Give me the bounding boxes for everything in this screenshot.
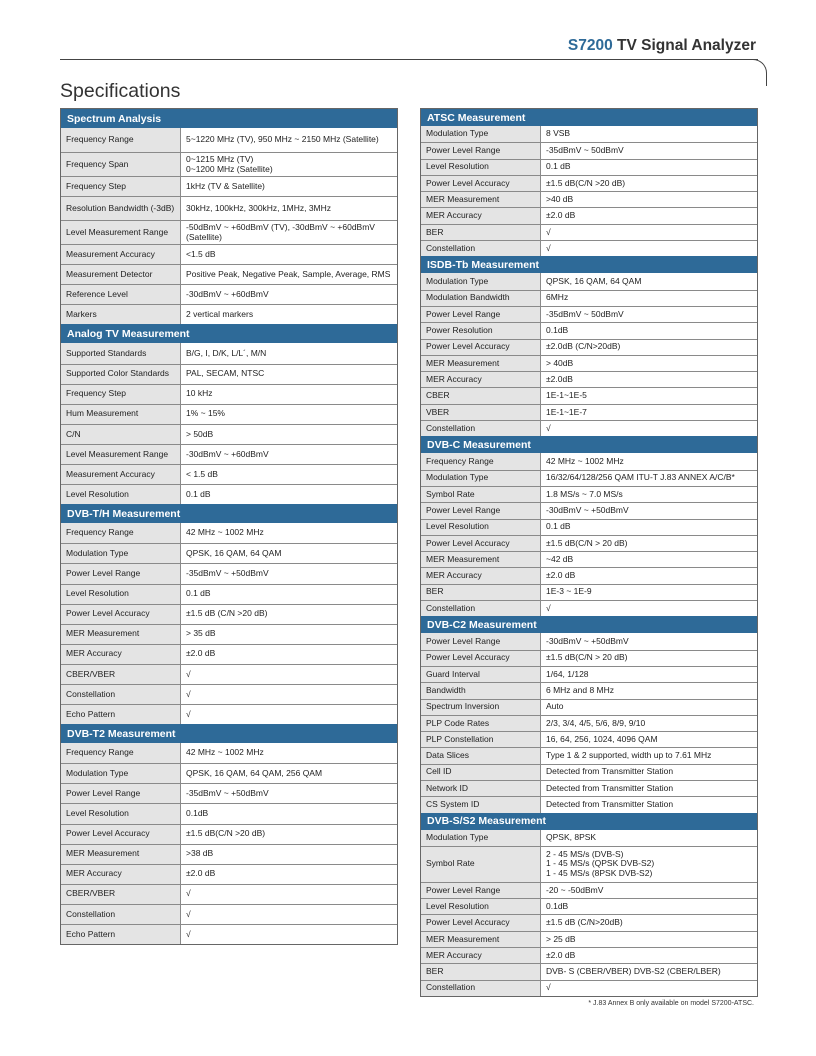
spec-value: 0.1 dB [186,588,211,599]
spec-value: ±1.5 dB (C/N>20dB) [546,917,623,928]
spec-value: Detected from Transmitter Station [546,782,674,793]
section-header-isdb-tb-measurement: ISDB-Tb Measurement [421,256,757,273]
spec-value: √ [186,888,191,899]
spec-table-right [420,108,758,997]
spec-label: Power Level Accuracy [421,536,541,551]
spec-row [421,846,757,882]
model-name: S7200 [567,37,613,54]
spec-label: Supported Color Standards [61,365,181,384]
spec-value: ±1.5 dB(C/N >20 dB) [186,828,266,839]
spec-label: Constellation [421,981,541,996]
spec-row [421,780,757,796]
spec-row [421,126,757,142]
spec-row [421,159,757,175]
spec-value: DVB- S (CBER/VBER) DVB-S2 (CBER/LBER) [546,966,721,977]
spec-label: Modulation Type [421,273,541,289]
spec-value: <1.5 dB [186,248,216,259]
spec-value: -35dBmV ~ +50dBmV [186,568,269,579]
spec-row [421,650,757,666]
spec-row [421,633,757,649]
spec-label: Data Slices [421,748,541,763]
spec-label: Measurement Accuracy [61,465,181,484]
spec-row [421,914,757,930]
spec-value: > 35 dB [186,628,216,639]
spec-label: Power Level Range [421,883,541,898]
spec-label: BER [421,585,541,600]
spec-value: 30kHz, 100kHz, 300kHz, 1MHz, 3MHz [186,202,332,213]
spec-value: ±2.0 dB [546,570,576,581]
spec-value: ±2.0dB [546,373,573,384]
spec-value: -20 ~ -50dBmV [546,884,604,895]
spec-value: ±2.0 dB [186,868,216,879]
brand-header [568,37,756,55]
spec-row [421,931,757,947]
spec-value: -30dBmV ~ +50dBmV [546,505,629,515]
spec-value: √ [546,602,551,613]
spec-label: PLP Code Rates [421,716,541,731]
spec-row [61,304,397,324]
spec-label: Power Level Accuracy [421,651,541,666]
spec-value: -30dBmV ~ +60dBmV [186,288,269,299]
spec-row [421,470,757,486]
spec-value: 5~1220 MHz (TV), 950 MHz ~ 2150 MHz (Satellite) [186,134,379,145]
spec-value: ±1.5 dB (C/N >20 dB) [186,608,268,619]
spec-label: Modulation Type [61,764,181,783]
spec-row [61,884,397,904]
spec-value: QPSK, 16 QAM, 64 QAM [186,547,282,558]
spec-label: Constellation [421,421,541,436]
spec-label: Power Level Range [421,633,541,649]
spec-value: 6MHz [546,292,569,303]
spec-label: CBER/VBER [61,665,181,684]
spec-label: Modulation Bandwidth [421,291,541,306]
spec-value: 1/64, 1/128 [546,668,589,679]
spec-row [421,339,757,355]
footnote: * J.83 Annex B only available on model S7200-ATSC. [588,1000,754,1007]
spec-label: Modulation Type [421,830,541,846]
spec-label: Power Resolution [421,323,541,338]
spec-label: Echo Pattern [61,705,181,724]
spec-row [421,322,757,338]
spec-row [421,486,757,502]
spec-value: Auto [546,701,564,712]
spec-label: Bandwidth [421,683,541,698]
spec-value: ±2.0 dB [546,210,576,221]
spec-row [61,704,397,724]
spec-row [421,142,757,158]
spec-value: ±2.0 dB [546,949,576,960]
spec-row [421,796,757,812]
spec-label: MER Accuracy [421,568,541,583]
spec-value: 2 vertical markers [186,309,254,320]
spec-row [421,882,757,898]
spec-label: Level Resolution [421,899,541,914]
spec-value: 16/32/64/128/256 QAM ITU-T J.83 ANNEX A/C/B* [546,472,735,483]
spec-value: >40 dB [546,193,574,204]
spec-value: 0.1dB [546,900,569,911]
section-header-dvb-t-h-measurement: DVB-T/H Measurement [61,504,397,523]
section-header-dvb-t2-measurement: DVB-T2 Measurement [61,724,397,743]
spec-row [421,731,757,747]
spec-value: 0.1 dB [546,161,571,172]
spec-label: MER Measurement [421,932,541,947]
spec-row [61,404,397,424]
spec-value: 0.1dB [546,325,569,336]
spec-table-left [60,108,398,945]
spec-row [421,290,757,306]
spec-label: BER [421,225,541,240]
spec-row [421,224,757,240]
spec-label: MER Measurement [61,845,181,864]
spec-value: 1E-1~1E-5 [546,390,587,401]
spec-label: Frequency Range [421,453,541,469]
spec-row [61,824,397,844]
spec-label: Power Level Range [421,307,541,322]
spec-label: CBER/VBER [61,885,181,904]
spec-row [61,244,397,264]
spec-row [421,453,757,469]
spec-label: CS System ID [421,797,541,812]
spec-value: ~42 dB [546,553,574,564]
spec-value: 0.1dB [186,808,209,819]
spec-value: 6 MHz and 8 MHz [546,684,615,695]
spec-label: MER Measurement [421,552,541,567]
spec-label: C/N [61,425,181,444]
spec-label: Frequency Range [61,128,181,152]
spec-row [61,563,397,583]
spec-row [61,128,397,152]
spec-label: Frequency Range [61,743,181,763]
spec-row [61,763,397,783]
spec-value: 42 MHz ~ 1002 MHz [186,527,264,538]
spec-row [421,175,757,191]
spec-value: √ [186,668,191,679]
spec-value: QPSK, 16 QAM, 64 QAM [546,275,642,286]
spec-row [61,684,397,704]
spec-value: √ [546,982,551,993]
spec-row [61,743,397,763]
spec-row [421,567,757,583]
spec-label: Power Level Range [61,564,181,583]
spec-label: Level Measurement Range [61,221,181,244]
spec-label: Markers [61,305,181,324]
spec-value: 0~1215 MHz (TV) 0~1200 MHz (Satellite) [186,153,273,174]
spec-label: Level Resolution [421,520,541,535]
spec-label: Level Resolution [61,585,181,604]
spec-label: Power Level Range [421,503,541,518]
spec-label: MER Accuracy [421,208,541,223]
spec-value: QPSK, 16 QAM, 64 QAM, 256 QAM [186,767,323,778]
spec-label: Power Level Range [421,143,541,158]
spec-row [61,904,397,924]
spec-label: MER Measurement [421,356,541,371]
spec-value: -35dBmV ~ 50dBmV [546,145,624,156]
spec-value: Detected from Transmitter Station [546,766,674,777]
spec-row [421,551,757,567]
spec-row [61,644,397,664]
spec-label: Power Level Accuracy [421,915,541,930]
spec-row [421,404,757,420]
spec-value: √ [546,226,551,237]
spec-row [421,191,757,207]
spec-value: > 40dB [546,357,574,368]
spec-row [421,306,757,322]
spec-row [421,240,757,256]
spec-label: BER [421,964,541,979]
spec-label: Power Level Range [61,784,181,803]
spec-label: Power Level Accuracy [61,605,181,624]
spec-label: Modulation Type [421,471,541,486]
spec-label: MER Measurement [61,625,181,644]
spec-value: 8 VSB [546,128,571,139]
spec-label: MER Accuracy [61,645,181,664]
spec-label: Measurement Detector [61,265,181,284]
spec-value: QPSK, 8PSK [546,831,597,842]
spec-value: √ [186,908,191,919]
spec-value: ±2.0 dB [186,648,216,659]
spec-row [421,502,757,518]
spec-label: Modulation Type [61,544,181,563]
spec-label: MER Measurement [421,192,541,207]
spec-label: Hum Measurement [61,405,181,424]
spec-value: 1.8 MS/s ~ 7.0 MS/s [546,488,623,499]
spec-label: Constellation [61,905,181,924]
spec-label: Supported Standards [61,343,181,363]
spec-label: CBER [421,388,541,403]
spec-value: √ [186,928,191,939]
header-rule [60,59,758,60]
spec-row [61,924,397,944]
spec-row [421,764,757,780]
spec-row [61,176,397,196]
spec-row [61,484,397,504]
spec-value: Type 1 & 2 supported, width up to 7.61 MHz [546,750,712,761]
spec-label: Cell ID [421,765,541,780]
spec-row [421,666,757,682]
spec-row [421,715,757,731]
spec-value: √ [186,688,191,699]
spec-row [61,384,397,404]
spec-label: MER Accuracy [421,372,541,387]
spec-label: Echo Pattern [61,925,181,944]
spec-row [61,664,397,684]
spec-row [421,273,757,289]
spec-row [421,584,757,600]
spec-value: 42 MHz ~ 1002 MHz [546,455,624,466]
spec-value: -35dBmV ~ 50dBmV [546,308,624,319]
spec-label: Frequency Step [61,177,181,196]
section-header-spectrum-analysis: Spectrum Analysis [61,109,397,128]
spec-row [421,355,757,371]
spec-value: -30dBmV ~ +50dBmV [546,635,629,646]
spec-value: Positive Peak, Negative Peak, Sample, Average, RMS [186,268,391,279]
spec-value: √ [546,242,551,253]
spec-value: ±1.5 dB(C/N > 20 dB) [546,652,628,663]
spec-value: > 25 dB [546,933,576,944]
spec-row [421,600,757,616]
spec-row [61,284,397,304]
spec-row [61,364,397,384]
section-header-dvb-s-s2-measurement: DVB-S/S2 Measurement [421,813,757,830]
spec-value: ±1.5 dB(C/N > 20 dB) [546,537,628,548]
spec-label: Frequency Range [61,523,181,543]
page-title: Specifications [60,80,181,102]
spec-value: 0.1 dB [546,521,571,532]
spec-row [61,343,397,363]
spec-label: MER Accuracy [421,948,541,963]
spec-label: VBER [421,405,541,420]
spec-value: 1E-1~1E-7 [546,406,587,417]
spec-row [61,523,397,543]
spec-row [61,864,397,884]
spec-label: Frequency Step [61,385,181,404]
section-header-atsc-measurement: ATSC Measurement [421,109,757,126]
header-rule-curve [742,59,767,86]
spec-value: 16, 64, 256, 1024, 4096 QAM [546,733,658,744]
spec-label: Network ID [421,781,541,796]
spec-row [421,898,757,914]
spec-label: Spectrum Inversion [421,700,541,715]
product-name: TV Signal Analyzer [617,37,756,54]
spec-label: Level Resolution [421,160,541,175]
spec-label: Symbol Rate [421,847,541,882]
section-header-analog-tv-measurement: Analog TV Measurement [61,324,397,343]
spec-value: -30dBmV ~ +60dBmV [186,448,269,459]
spec-row [61,543,397,563]
spec-row [61,444,397,464]
section-header-dvb-c-measurement: DVB-C Measurement [421,436,757,453]
spec-value: < 1.5 dB [186,468,218,479]
spec-row [61,803,397,823]
spec-value: >38 dB [186,848,214,859]
spec-row [61,196,397,220]
spec-row [421,830,757,846]
spec-row [61,464,397,484]
spec-row [421,535,757,551]
spec-label: Level Resolution [61,804,181,823]
spec-value: ±2.0dB (C/N>20dB) [546,341,621,352]
spec-label: Constellation [421,241,541,256]
spec-value: -50dBmV ~ +60dBmV (TV), -30dBmV ~ +60dBmV (Satellite) [186,221,375,242]
spec-label: Reference Level [61,285,181,304]
spec-row [61,604,397,624]
spec-row [61,424,397,444]
spec-value: 1kHz (TV & Satellite) [186,180,265,191]
spec-label: Level Measurement Range [61,445,181,464]
spec-row [421,947,757,963]
spec-row [61,584,397,604]
spec-label: MER Accuracy [61,865,181,884]
spec-label: Power Level Accuracy [61,825,181,844]
spec-label: Measurement Accuracy [61,245,181,264]
spec-value: 2/3, 3/4, 4/5, 5/6, 8/9, 9/10 [546,717,646,728]
spec-row [421,963,757,979]
spec-value: -35dBmV ~ +50dBmV [186,788,269,798]
spec-value: √ [546,422,551,433]
spec-label: Modulation Type [421,126,541,142]
spec-row [421,747,757,763]
spec-value: 1E-3 ~ 1E-9 [546,586,592,597]
spec-value: Detected from Transmitter Station [546,799,674,810]
spec-row [421,207,757,223]
spec-label: Resolution Bandwidth (-3dB) [61,197,181,220]
spec-row [421,420,757,436]
spec-label: Symbol Rate [421,487,541,502]
section-header-dvb-c2-measurement: DVB-C2 Measurement [421,616,757,633]
spec-value: 10 kHz [186,388,213,399]
spec-value: > 50dB [186,428,214,439]
spec-row [61,844,397,864]
spec-row [61,220,397,244]
spec-label: Guard Interval [421,667,541,682]
spec-row [61,264,397,284]
spec-row [61,624,397,644]
spec-label: Frequency Span [61,153,181,176]
spec-row [421,980,757,996]
spec-value: 42 MHz ~ 1002 MHz [186,747,264,758]
spec-value: PAL, SECAM, NTSC [186,368,265,379]
spec-row [61,783,397,803]
spec-label: Power Level Accuracy [421,340,541,355]
spec-value: ±1.5 dB(C/N >20 dB) [546,177,626,188]
spec-row [421,699,757,715]
spec-row [421,519,757,535]
spec-label: PLP Constellation [421,732,541,747]
spec-label: Constellation [61,685,181,704]
spec-row [421,371,757,387]
spec-label: Constellation [421,601,541,616]
spec-row [421,387,757,403]
spec-row [61,152,397,176]
spec-label: Power Level Accuracy [421,176,541,191]
spec-label: Level Resolution [61,485,181,504]
spec-value: 2 - 45 MS/s (DVB-S) 1 - 45 MS/s (QPSK DVB-S2) 1 - 45 MS/s (8PSK DVB-S2) [546,848,655,879]
spec-row [421,682,757,698]
spec-value: √ [186,708,191,719]
spec-value: 0.1 dB [186,488,211,499]
spec-value: 1% ~ 15% [186,408,225,419]
spec-value: B/G, I, D/K, L/L´, M/N [186,347,267,358]
